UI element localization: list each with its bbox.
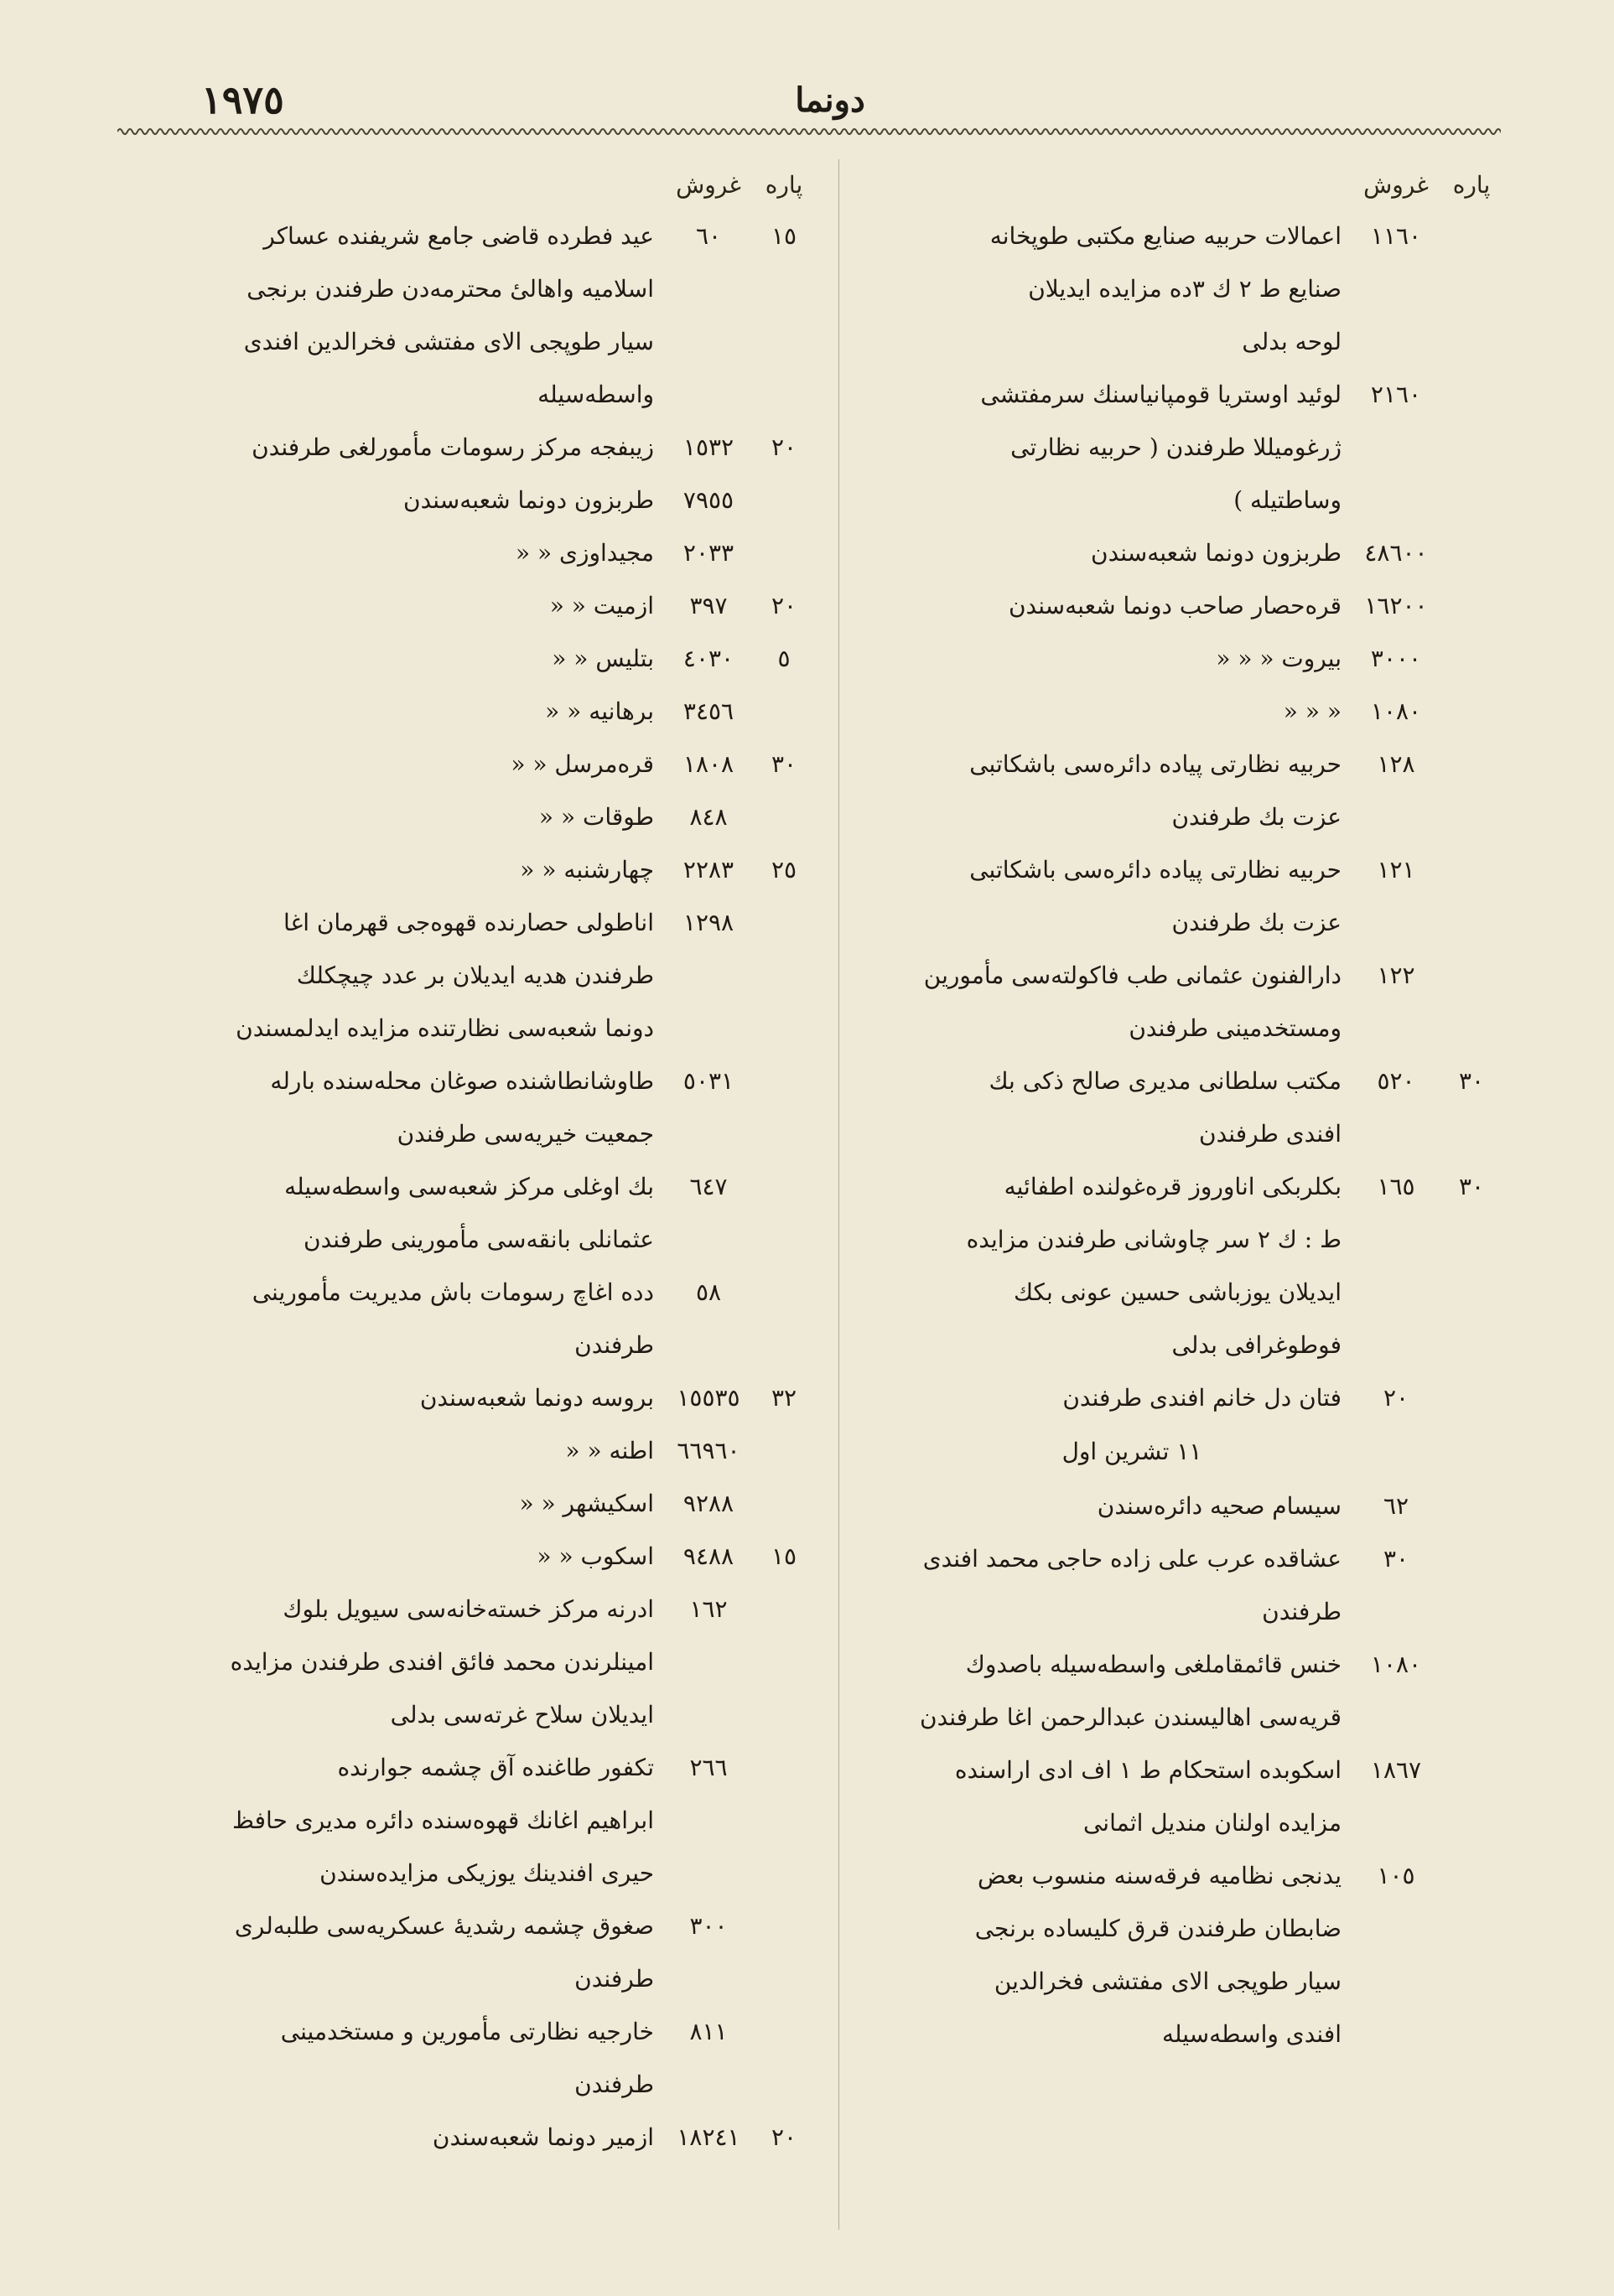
description-line: دده اغاچ رسومات باش مدیریت مأمورینی <box>252 1278 654 1306</box>
entry-description <box>151 738 662 790</box>
kurus-amount: ٨٤٨ <box>689 803 728 831</box>
ledger-entry <box>151 579 813 632</box>
description-line: برهانیه « « <box>545 697 654 725</box>
description-line: خارجیه نظارتی مأمورین و مستخدمینی <box>280 2018 654 2045</box>
description-line: زیبفجه مرکز رسومات مأمورلغی طرفندن <box>252 433 654 461</box>
description-line: اعمالات حربیه صنایع مکتبی طوپخانه <box>989 222 1342 250</box>
entry-description <box>864 1055 1350 1160</box>
para-amount: ٢٠ <box>771 433 797 461</box>
description-line: ایدیلان یوزباشی حسین عونی بکك <box>1013 1278 1342 1306</box>
description-line: صنایع ط ٢ ك ٣ده مزایده ایدیلان <box>1028 275 1342 303</box>
description-line: خنس قائمقاملغی واسطه‌سیله باصدوك <box>965 1651 1342 1678</box>
kurus-amount: ١٨٠٨ <box>682 750 734 778</box>
kurus-amount: ١٨٦٧ <box>1370 1756 1422 1784</box>
ledger-entry <box>151 685 813 738</box>
kurus-amount: ٦٠ <box>695 222 722 250</box>
ledger-entry <box>151 2005 813 2111</box>
running-title: دونما <box>795 80 865 120</box>
description-line: ومستخدمینی طرفندن <box>1129 1014 1342 1042</box>
ledger-entry <box>864 685 1501 738</box>
para-amount: ٣٠ <box>1458 1173 1485 1200</box>
ledger-entry <box>864 1744 1501 1849</box>
ledger-entry <box>151 526 813 579</box>
para-heading: پاره <box>1452 170 1491 199</box>
kurus-amount: ٦٢ <box>1383 1492 1409 1520</box>
kurus-heading: غروش <box>1363 170 1429 199</box>
entry-description <box>864 1371 1350 1424</box>
description-line: مزایده اولنان مندیل اثمانی <box>1082 1809 1342 1837</box>
kurus-amount: ٥٢٠ <box>1377 1067 1415 1095</box>
description-line: تکفور طاغنده آق چشمه جوارنده <box>337 1754 654 1781</box>
description-line: امینلرندن محمد فائق افندی طرفندن مزایده <box>230 1648 654 1676</box>
ledger-entry <box>151 1371 813 1424</box>
description-line: یدنجی نظامیه فرقه‌سنه منسوب بعض <box>977 1862 1342 1889</box>
description-line: حربیه نظارتی پیاده دائره‌سی باشکاتبی <box>969 750 1342 778</box>
ledger-entry <box>151 1900 813 2005</box>
entry-description <box>864 1480 1350 1532</box>
kurus-amount: ١١٦٠ <box>1370 222 1422 250</box>
description-line: طاوشانطاشنده صوغان محله‌سنده بارله <box>270 1067 654 1095</box>
kurus-amount: ١٢١ <box>1377 856 1415 884</box>
entry-description <box>864 1160 1350 1371</box>
para-amount: ٣٠ <box>771 750 797 778</box>
description-line: اناطولی حصارنده قهوه‌جی قهرمان اغا <box>283 909 654 936</box>
entry-description <box>864 632 1350 685</box>
entry-description <box>864 1638 1350 1744</box>
entry-description <box>151 1424 662 1477</box>
left-entries <box>151 210 813 2164</box>
description-line: عزت بك طرفندن <box>1171 909 1342 936</box>
entry-description <box>151 1371 662 1424</box>
entry-description <box>151 1530 662 1583</box>
kurus-amount: ١٢٨ <box>1377 750 1415 778</box>
kurus-amount: ٣٤٥٦ <box>682 697 734 725</box>
kurus-amount: ٢٠٣٣ <box>682 539 734 567</box>
entry-description <box>151 790 662 843</box>
ledger-entry <box>864 1849 1501 2060</box>
ledger-entry <box>864 368 1501 526</box>
entry-description <box>864 685 1350 738</box>
para-heading: پاره <box>765 170 803 199</box>
kurus-amount: ١٦٢ <box>689 1595 728 1623</box>
description-line: بکلربکی اناوروز قره‌غولنده اطفائیه <box>1004 1173 1342 1200</box>
ledger-entry <box>864 579 1501 632</box>
description-line: دارالفنون عثمانی طب فاکولته‌سی مأمورین <box>923 961 1342 989</box>
ledger-entry <box>151 1741 813 1900</box>
ledger-entry <box>864 210 1501 368</box>
description-line: بك اوغلی مرکز شعبه‌سی واسطه‌سیله <box>284 1173 654 1200</box>
para-amount: ٣٠ <box>1458 1067 1485 1095</box>
ledger-entry <box>151 1266 813 1371</box>
description-line: واسطه‌سیله <box>537 381 654 408</box>
entry-description <box>864 1744 1350 1849</box>
ledger-entry <box>151 632 813 685</box>
entry-description <box>864 843 1350 949</box>
description-line: بتلیس « « <box>552 645 654 672</box>
description-line: ازمیر دونما شعبه‌سندن <box>432 2123 654 2151</box>
entry-description <box>151 2111 662 2164</box>
kurus-amount: ١٠٥ <box>1377 1862 1415 1889</box>
right-column <box>864 159 1501 2060</box>
entry-description <box>151 579 662 632</box>
description-line: اسکوب « « <box>537 1542 654 1570</box>
entry-description <box>151 1266 662 1371</box>
description-line: دونما شعبه‌سی نظارتنده مزایده ایدلمسندن <box>236 1014 654 1042</box>
entry-description <box>151 1583 662 1741</box>
ledger-entry <box>151 1055 813 1160</box>
description-line: طوقات « « <box>538 803 654 831</box>
kurus-amount: ٣٠٠ <box>689 1912 728 1940</box>
description-line: طرفندن <box>1262 1598 1342 1625</box>
description-line: اسکیشهر « « <box>519 1490 654 1517</box>
kurus-amount: ١٥٥٣٥ <box>677 1384 740 1412</box>
kurus-amount: ١٠٨٠ <box>1370 1651 1422 1678</box>
kurus-amount: ١٥٣٢ <box>682 433 734 461</box>
description-line: فتان دل خانم افندی طرفندن <box>1062 1384 1342 1412</box>
kurus-amount: ١٠٨٠ <box>1370 697 1422 725</box>
description-line: حربیه نظارتی پیاده دائره‌سی باشکاتبی <box>969 856 1342 884</box>
para-amount: ٥ <box>777 645 791 672</box>
description-line: اطنه « « <box>565 1437 654 1464</box>
ledger-entry <box>864 1160 1501 1371</box>
description-line: لوئید اوستریا قومپانیاسنك سرمفتشی <box>980 381 1342 408</box>
description-line: ژرغومیللا طرفندن ( حربیه نظارتی <box>1010 433 1342 461</box>
kurus-amount: ١٦٥ <box>1377 1173 1415 1200</box>
kurus-amount: ٧٩٥٥ <box>682 486 734 514</box>
description-line: قره‌مرسل « « <box>511 750 654 778</box>
description-line: طرفندن هدیه ایدیلان بر عدد چیچکلك <box>296 961 654 989</box>
description-line: مکتب سلطانی مدیری صالح ذکی بك <box>989 1067 1342 1095</box>
ledger-entry <box>151 1530 813 1583</box>
description-line: افندی واسطه‌سیله <box>1161 2020 1342 2048</box>
ledger-entry <box>864 1371 1501 1424</box>
ledger-entry <box>864 949 1501 1055</box>
para-amount: ١٥ <box>771 1542 797 1570</box>
ledger-entry <box>151 738 813 790</box>
description-line: طرفندن <box>574 2071 654 2098</box>
description-line: افندی طرفندن <box>1199 1120 1342 1148</box>
page-number: ١٩٧٥ <box>201 77 284 122</box>
kurus-amount: ١٢٢ <box>1377 961 1415 989</box>
left-column <box>151 159 813 2164</box>
description-line: ازمیت « « <box>549 592 654 619</box>
description-line: ط : ك ٢ سر چاوشانی طرفندن مزایده <box>966 1226 1342 1253</box>
entry-description <box>864 1532 1350 1638</box>
entry-description <box>151 685 662 738</box>
kurus-amount: ٣٩٧ <box>689 592 728 619</box>
entry-description <box>151 2005 662 2111</box>
entry-description <box>151 1055 662 1160</box>
kurus-amount: ٨١١ <box>689 2018 728 2045</box>
kurus-amount: ٢١٦٠ <box>1370 381 1422 408</box>
ledger-entry <box>151 210 813 421</box>
entry-description <box>151 474 662 526</box>
right-column-header <box>864 159 1501 210</box>
para-amount: ٢٥ <box>771 856 797 884</box>
para-amount: ٢٠ <box>771 592 797 619</box>
ledger-entry <box>151 2111 813 2164</box>
kurus-amount: ٢٢٨٣ <box>682 856 734 884</box>
description-line: حیری افندینك یوزیکی مزایده‌سندن <box>319 1859 654 1887</box>
ledger-entry <box>151 896 813 1055</box>
description-line: عشاقده عرب علی زاده حاجی محمد افندی <box>922 1545 1342 1573</box>
entry-description <box>151 210 662 421</box>
ledger-entry <box>864 1638 1501 1744</box>
description-line: طربزون دونما شعبه‌سندن <box>1091 539 1342 567</box>
kurus-amount: ٢٦٦ <box>689 1754 728 1781</box>
description-line: « « « <box>1283 697 1342 725</box>
header-wavy-rule <box>117 126 1501 137</box>
description-line: طرفندن <box>574 1331 654 1359</box>
description-line: عزت بك طرفندن <box>1171 803 1342 831</box>
description-line: بیروت « « « <box>1216 645 1342 672</box>
description-line: سیار طوپجی الای مفتشی فخرالدین <box>994 1967 1342 1995</box>
entry-description <box>864 526 1350 579</box>
description-line: اسکوبده استحکام ط ١ اف ادی اراسنده <box>954 1756 1342 1784</box>
kurus-amount: ١٢٩٨ <box>682 909 734 936</box>
description-line: عثمانلی بانقه‌سی مأمورینی طرفندن <box>304 1226 654 1253</box>
ledger-entry <box>151 1583 813 1741</box>
description-line: صغوق چشمه رشدیهٔ عسکریه‌سی طلبه‌لری <box>234 1912 654 1940</box>
kurus-amount: ٣٠٠٠ <box>1370 645 1422 672</box>
kurus-amount: ٦٦٩٦٠ <box>677 1437 740 1464</box>
entry-description <box>864 738 1350 843</box>
ledger-entry <box>151 1477 813 1530</box>
entry-description <box>864 949 1350 1055</box>
kurus-amount: ٢٠ <box>1383 1384 1409 1412</box>
ledger-entry <box>151 1424 813 1477</box>
entry-description <box>151 1160 662 1266</box>
description-line: جمعیت خیریه‌سی طرفندن <box>397 1120 654 1148</box>
kurus-amount: ٤٠٣٠ <box>682 645 734 672</box>
ledger-entry <box>864 843 1501 949</box>
ledger-entry <box>151 421 813 474</box>
date-heading: ١١ تشرین اول <box>1061 1438 1202 1465</box>
column-divider <box>838 159 839 2230</box>
entry-description <box>864 210 1350 368</box>
ledger-entry <box>151 474 813 526</box>
entry-description <box>151 1741 662 1900</box>
description-line: ادرنه مرکز خسته‌خانه‌سی سیویل بلوك <box>283 1595 654 1623</box>
kurus-amount: ١٨٢٤١ <box>677 2123 740 2151</box>
para-amount: ١٥ <box>771 222 797 250</box>
description-line: بروسه دونما شعبه‌سندن <box>419 1384 654 1412</box>
description-line: سیار طوپجی الای مفتشی فخرالدین افندی <box>243 328 654 355</box>
kurus-amount: ٦٤٧ <box>689 1173 728 1200</box>
entry-description <box>151 1900 662 2005</box>
kurus-amount: ٩٢٨٨ <box>682 1490 734 1517</box>
entry-description <box>151 632 662 685</box>
kurus-amount: ٤٨٦٠٠ <box>1364 539 1428 567</box>
entry-description <box>864 1849 1350 2060</box>
kurus-heading: غروش <box>676 170 741 199</box>
entry-description <box>864 368 1350 526</box>
description-line: چهارشنبه « « <box>520 856 654 884</box>
ledger-entry <box>864 526 1501 579</box>
description-line: مجیداوزی « « <box>515 539 654 567</box>
left-column-header <box>151 159 813 210</box>
ledger-entry <box>151 790 813 843</box>
description-line: وساطتیله ) <box>1233 486 1342 514</box>
para-amount: ٢٠ <box>771 2123 797 2151</box>
para-amount: ٣٢ <box>771 1384 797 1412</box>
description-line: فوطوغرافی بدلی <box>1171 1331 1342 1359</box>
kurus-amount: ١٦٢٠٠ <box>1364 592 1428 619</box>
kurus-amount: ٩٤٨٨ <box>682 1542 734 1570</box>
entry-description <box>151 526 662 579</box>
description-line: لوحه بدلی <box>1242 328 1342 355</box>
entry-description <box>151 1477 662 1530</box>
entry-description <box>151 843 662 896</box>
kurus-amount: ٥٠٣١ <box>682 1067 734 1095</box>
ledger-entry <box>864 738 1501 843</box>
entry-description <box>864 579 1350 632</box>
description-line: قریه‌سی اهالیسندن عبدالرحمن اغا طرفندن <box>920 1703 1342 1731</box>
ledger-entry <box>864 1532 1501 1638</box>
ledger-entry <box>864 1480 1501 1532</box>
description-line: قره‌حصار صاحب دونما شعبه‌سندن <box>1008 592 1342 619</box>
description-line: عید فطرده قاضی جامع شریفنده عساکر <box>263 222 654 250</box>
description-line: سیسام صحیه دائره‌سندن <box>1097 1492 1342 1520</box>
ledger-entry <box>151 843 813 896</box>
description-line: ضابطان طرفندن قرق کلیساده برنجی <box>974 1915 1342 1942</box>
description-line: ابراهیم اغانك قهوه‌سنده دائره مدیری حافظ <box>231 1806 654 1834</box>
ledger-entry <box>151 1160 813 1266</box>
description-line: ایدیلان سلاح غرته‌سی بدلی <box>390 1701 654 1728</box>
page-header <box>0 0 1614 126</box>
ledger-entry <box>864 1055 1501 1160</box>
entry-description <box>151 896 662 1055</box>
kurus-amount: ٣٠ <box>1383 1545 1409 1573</box>
description-line: طربزون دونما شعبه‌سندن <box>403 486 654 514</box>
kurus-amount: ٥٨ <box>695 1278 722 1306</box>
entry-description <box>151 421 662 474</box>
description-line: طرفندن <box>574 1965 654 1993</box>
description-line: اسلامیه واهالیٔ محترمه‌دن طرفندن برنجی <box>247 275 654 303</box>
right-entries <box>864 210 1501 2060</box>
ledger-entry <box>864 632 1501 685</box>
